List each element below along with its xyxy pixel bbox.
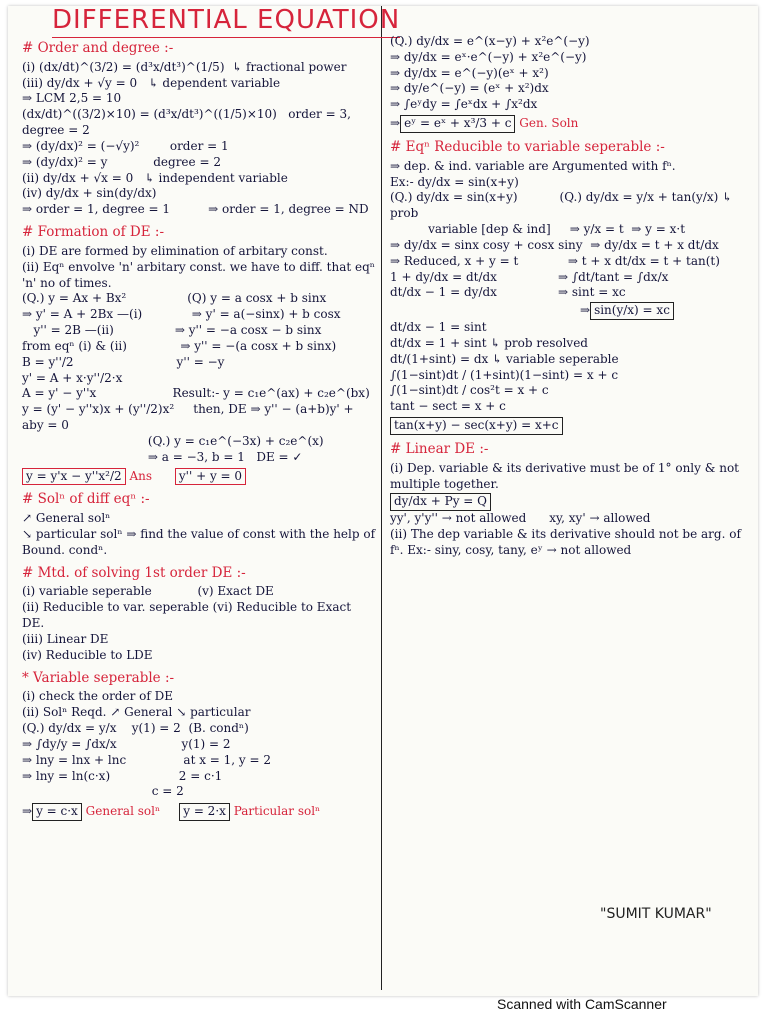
note-line: (i) DE are formed by elimination of arbitary const. [22, 243, 328, 258]
note-line: yy', y'y'' → not allowed xy, xy' → allowed [390, 511, 651, 526]
particular-solution-label: Particular solⁿ [233, 804, 321, 819]
variable-seperable-heading: * Variable seperable :- [22, 669, 175, 686]
solution-heading: # Solⁿ of diff eqⁿ :- [22, 491, 150, 508]
formation-heading: # Formation of DE :- [22, 224, 165, 241]
note-line: ⇒ ∫dy/y = ∫dx/x y(1) = 2 [22, 736, 231, 751]
note-line: ↘ particular solⁿ ⇒ find the value of const with the help of Bound. condⁿ. [22, 526, 379, 557]
note-line: A = y' − y''x Result:- y = c₁e^(ax) + c₂e^(bx) [22, 386, 370, 401]
note-line: ⇒ dy/e^(−y) = (eˣ + x²)dx [390, 81, 549, 96]
linear-de-formula: dy/dx + Py = Q [390, 493, 491, 511]
page-title: DIFFERENTIAL EQUATION [52, 6, 400, 38]
note-line: ⇒ y' = A + 2Bx —(i) ⇒ y' = a(−sinx) + b cosx [22, 307, 341, 322]
note-line: (iii) Linear DE [22, 631, 109, 646]
note-line: ⇒ dy/dx = e^(−y)(eˣ + x²) [390, 65, 549, 80]
note-line: ∫(1−sint)dt / (1+sint)(1−sint) = x + c [390, 367, 619, 382]
note-line: ⇒ (dy/dx)² = y degree = 2 [22, 154, 221, 169]
right-column: (Q.) dy/dx = e^(x−y) + x²e^(−y) ⇒ dy/dx = eˣ·e^(−y) + x²e^(−y) ⇒ dy/dx = e^(−y)(eˣ + x²) ⇒ dy/e^(−y) = (eˣ + x²)dx ⇒ ∫eʸdy = ∫eˣdx + ∫x²dx ⇒ eʸ = eˣ + x³/3 + c Gen. Soln # Eqⁿ Reducible to variable seperable :- ⇒ dep. & ind. variable are Argumented with fⁿ. Ex:- dy/dx = sin(x+y) (Q.) dy/dx = sin(x+y) (Q.) dy/dx = y/x + tan(y/x) ↳ prob variable [dep & ind] ⇒ y/x = t ⇒ y = x·t ⇒ dy/dx = sinx cosy + cosx siny ⇒ dy/dx = t + x dt/dx ⇒ Reduced, x + y = t ⇒ t + x dt/dx = t + tan(t) 1 + dy/dx = dt/dx ⇒ ∫dt/tant = ∫dx/x dt/dx − 1 = dy/dx ⇒ sint = xc ⇒ sin(y/x) = xc dt/dx − 1 = sint dt/dx = 1 + sint ↳ prob resolved dt/(1+sint) = dx ↳ variable seperable ∫(1−sint)dt / (1+sint)(1−sint) = x + c ∫(1−sint)dt / cos²t = x + c tant − sect = x + c tan(x+y) − sec(x+y) = x+c # Linear DE :- (i) Dep. variable & its derivative must be of 1° only & not multiple together. dy/dx + Py = Q yy', y'y'' → not allowed xy, xy' → allowed (ii) The dep variable & its derivative should not be arg. of fⁿ. Ex:- siny, cosy, tany, eʸ → not allowed [390, 34, 745, 557]
boxed-answer: y = y'x − y''x²/2 [22, 468, 126, 486]
left-column: # Order and degree :- (i) (dx/dt)^(3/2) = (d³x/dt³)^(1/5) ↳ fractional power (iii) dy/dx + √y = 0 ↳ dependent variable ⇒ LCM 2,5 = 10 (dx/dt)^((3/2)×10) = (d³x/dt³)^((1/5)×10) order = 3, degree = 2 ⇒ (dy/dx)² = (−√y)² order = 1 ⇒ (dy/dx)² = y degree = 2 (ii) dy/dx + √x = 0 ↳ independent variable (iv) dy/dx + sin(dy/dx) ⇒ order = 1, degree = 1 ⇒ order = 1, degree = ND # Formation of DE :- (i) DE are formed by elimination of arbitary const. (ii) Eqⁿ envolve 'n' arbitary const. we have to diff. that eqⁿ 'n' no of times. (Q.) y = Ax + Bx² (Q) y = a cosx + b sinx ⇒ y' = A + 2Bx —(i) ⇒ y' = a(−sinx) + b cosx y'' = 2B —(ii) ⇒ y'' = −a cosx − b sinx from eqⁿ (i) & (ii) ⇒ y'' = −(a cosx + b sinx) B = y''/2 y'' = −y y' = A + x·y''/2·x A = y' − y''x Result:- y = c₁e^(ax) + c₂e^(bx) y = (y' − y''x)x + (y''/2)x² then, DE ⇒ y'' − (a+b)y' + aby = 0 (Q.) y = c₁e^(−3x) + c₂e^(x) ⇒ a = −3, b = 1 DE = ✓ y = y'x − y''x²/2 Ans y'' + y = 0 # Solⁿ of diff eqⁿ :- ↗ General solⁿ ↘ particular solⁿ ⇒ find the value of const with the help of Bound. condⁿ. # Mtd. of solving 1st order DE :- (i) variable seperable (v) Exact DE (ii) Reducible to var. seperable (vi) Reducible to Exact DE. (iii) Linear DE (iv) Reducible to LDE * Variable seperable :- (i) check the order of DE (ii) Solⁿ Reqd. ↗ General ↘ particular (Q.) dy/dx = y/x y(1) = 2 (B. condⁿ) ⇒ ∫dy/y = ∫dx/x y(1) = 2 ⇒ lny = lnx + lnc at x = 1, y = 2 ⇒ lny = ln(c·x) 2 = c·1 c = 2 ⇒ y = c·x General solⁿ y = 2·x Particular solⁿ [22, 38, 377, 821]
note-line: ⇒ Reduced, x + y = t ⇒ t + x dt/dx = t + tan(t) [390, 253, 720, 268]
note-line: 1 + dy/dx = dt/dx ⇒ ∫dt/tant = ∫dx/x [390, 269, 669, 284]
reducible-heading: # Eqⁿ Reducible to variable seperable :- [390, 138, 665, 155]
note-line: (iv) Reducible to LDE [22, 647, 153, 662]
note-line: y' = A + x·y''/2·x [22, 370, 123, 385]
note-line: (Q.) y = c₁e^(−3x) + c₂e^(x) [22, 433, 324, 448]
note-line: B = y''/2 y'' = −y [22, 354, 225, 369]
boxed-general-solution: eʸ = eˣ + x³/3 + c [400, 115, 515, 133]
column-divider [381, 6, 382, 990]
methods-heading: # Mtd. of solving 1st order DE :- [22, 564, 246, 581]
note-line: (Q.) dy/dx = e^(x−y) + x²e^(−y) [390, 34, 590, 48]
note-line: ∫(1−sint)dt / cos²t = x + c [390, 383, 549, 398]
note-line: tant − sect = x + c [390, 399, 506, 414]
note-line: y = (y' − y''x)x + (y''/2)x² then, DE ⇒ y'' − (a+b)y' + aby = 0 [22, 402, 358, 433]
note-line: ↗ General solⁿ [22, 511, 111, 526]
note-line: (i) check the order of DE [22, 689, 173, 704]
note-line: (Q.) dy/dx = sin(x+y) (Q.) dy/dx = y/x + tan(y/x) ↳ prob [390, 190, 737, 221]
note-line: ⇒ dep. & ind. variable are Argumented with fⁿ. [390, 158, 676, 173]
answer-label: Ans [129, 468, 153, 483]
note-line: dt/dx − 1 = dy/dx ⇒ sint = xc [390, 285, 626, 300]
general-solution-label: General solⁿ [85, 804, 161, 819]
note-line: variable [dep & ind] ⇒ y/x = t ⇒ y = x·t [390, 222, 686, 237]
author-signature: "SUMIT KUMAR" [600, 906, 712, 922]
note-line: (Q.) y = Ax + Bx² (Q) y = a cosx + b sinx [22, 291, 327, 306]
note-line: (iv) dy/dx + sin(dy/dx) [22, 186, 157, 201]
note-line: (ii) Solⁿ Reqd. ↗ General ↘ particular [22, 705, 251, 720]
note-line: ⇒ (dy/dx)² = (−√y)² order = 1 [22, 138, 229, 153]
note-line: ⇒ lny = ln(c·x) 2 = c·1 [22, 768, 223, 783]
boxed-general-solution: y = c·x [32, 803, 82, 821]
note-line: (iii) dy/dx + √y = 0 ↳ dependent variable [22, 75, 281, 90]
note-line: (i) variable seperable (v) Exact DE [22, 584, 274, 599]
note-line: (ii) Eqⁿ envolve 'n' arbitary const. we have to diff. that eqⁿ 'n' no of times. [22, 259, 379, 290]
note-line: ⇒ a = −3, b = 1 DE = ✓ [22, 449, 303, 464]
boxed-result: y'' + y = 0 [175, 468, 246, 486]
note-line: y'' = 2B —(ii) ⇒ y'' = −a cosx − b sinx [22, 323, 322, 338]
note-line: (Q.) dy/dx = y/x y(1) = 2 (B. condⁿ) [22, 721, 249, 736]
note-line: ⇒ order = 1, degree = 1 ⇒ order = 1, degree = ND [22, 202, 369, 217]
general-solution-label: Gen. Soln [519, 116, 579, 131]
boxed-final-answer: tan(x+y) − sec(x+y) = x+c [390, 417, 563, 435]
note-line: dt/dx = 1 + sint ↳ prob resolved [390, 335, 588, 350]
note-line: (ii) Reducible to var. seperable (vi) Reducible to Exact DE. [22, 600, 355, 631]
note-line: from eqⁿ (i) & (ii) ⇒ y'' = −(a cosx + b sinx) [22, 338, 337, 353]
note-line: ⇒ lny = lnx + lnc at x = 1, y = 2 [22, 752, 272, 767]
note-line: c = 2 [22, 784, 184, 799]
note-line: ⇒ dy/dx = sinx cosy + cosx siny ⇒ dy/dx = t + x dt/dx [390, 237, 719, 252]
note-line: (ii) The dep variable & its derivative should not be arg. of fⁿ. Ex:- siny, cosy, tany, eʸ → not allowed [390, 526, 745, 557]
note-line: (i) Dep. variable & its derivative must be of 1° only & not multiple together. [390, 460, 743, 491]
note-line: dt/(1+sint) = dx ↳ variable seperable [390, 351, 619, 366]
order-degree-heading: # Order and degree :- [22, 40, 174, 56]
note-line: ⇒ ∫eʸdy = ∫eˣdx + ∫x²dx [390, 97, 538, 112]
note-line: (dx/dt)^((3/2)×10) = (d³x/dt³)^((1/5)×10) order = 3, degree = 2 [22, 107, 355, 138]
note-line: Ex:- dy/dx = sin(x+y) [390, 174, 519, 189]
note-line: (i) (dx/dt)^(3/2) = (d³x/dt³)^(1/5) ↳ fractional power [22, 59, 347, 74]
note-line: ⇒ LCM 2,5 = 10 [22, 91, 122, 106]
note-line: ⇒ dy/dx = eˣ·e^(−y) + x²e^(−y) [390, 49, 587, 64]
boxed-particular-solution: y = 2·x [179, 803, 230, 821]
note-line: dt/dx − 1 = sint [390, 320, 487, 335]
boxed-result: sin(y/x) = xc [590, 302, 674, 320]
scanner-watermark: Scanned with CamScanner [497, 996, 667, 1012]
note-line: (ii) dy/dx + √x = 0 ↳ independent variable [22, 170, 288, 185]
linear-de-heading: # Linear DE :- [390, 440, 489, 457]
